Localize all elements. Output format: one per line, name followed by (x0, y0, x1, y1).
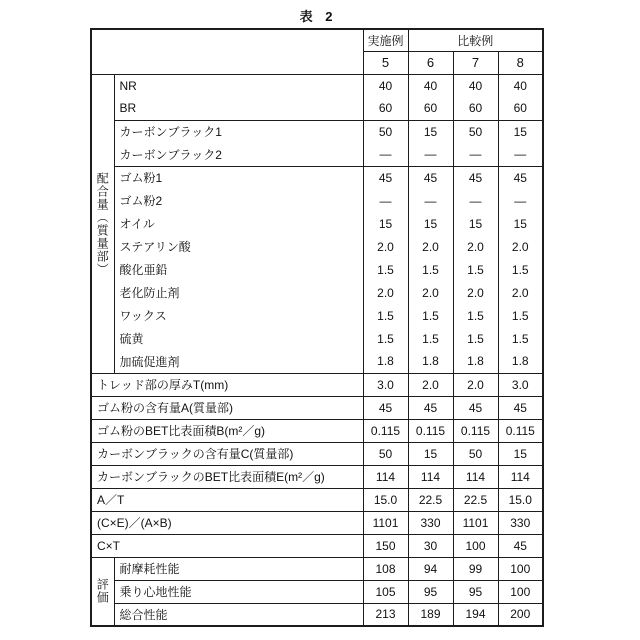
row-label: 老化防止剤 (114, 281, 363, 304)
value-cell: 50 (453, 120, 498, 143)
value-cell: 15 (453, 212, 498, 235)
row-label: ゴム粉2 (114, 189, 363, 212)
table-row (91, 189, 543, 212)
header-comparative-group: 比較例 (408, 29, 543, 51)
value-cell: 50 (453, 442, 498, 465)
value-cell: 100 (498, 557, 543, 580)
value-cell: 45 (498, 534, 543, 557)
value-cell: 40 (498, 74, 543, 97)
table-row (91, 534, 543, 557)
value-cell: — (408, 189, 453, 212)
value-cell: 114 (453, 465, 498, 488)
value-cell: 2.0 (453, 373, 498, 396)
row-label: ステアリン酸 (114, 235, 363, 258)
value-cell: 30 (408, 534, 453, 557)
value-cell: 15 (408, 442, 453, 465)
value-cell: 1.8 (453, 350, 498, 373)
value-cell: 1101 (363, 511, 408, 534)
value-cell: 114 (498, 465, 543, 488)
value-cell: 3.0 (498, 373, 543, 396)
table-row (91, 603, 543, 626)
value-cell: 3.0 (363, 373, 408, 396)
value-cell: 15 (498, 120, 543, 143)
table-row (91, 304, 543, 327)
value-cell: 99 (453, 557, 498, 580)
value-cell: 2.0 (408, 235, 453, 258)
value-cell: 2.0 (453, 235, 498, 258)
value-cell: 1.5 (408, 327, 453, 350)
value-cell: 0.115 (363, 419, 408, 442)
value-cell: 95 (453, 580, 498, 603)
row-label: カーボンブラックの含有量C(質量部) (91, 442, 363, 465)
value-cell: 2.0 (363, 235, 408, 258)
table-row (91, 396, 543, 419)
table-row (91, 488, 543, 511)
table-row (91, 97, 543, 120)
table-row (91, 350, 543, 373)
table-row (91, 143, 543, 166)
row-label: ゴム粉のBET比表面積B(m²／g) (91, 419, 363, 442)
value-cell: 22.5 (453, 488, 498, 511)
value-cell: 45 (498, 396, 543, 419)
row-label: カーボンブラック2 (114, 143, 363, 166)
value-cell: 45 (408, 396, 453, 419)
value-cell: 1.8 (363, 350, 408, 373)
row-label: ゴム粉1 (114, 166, 363, 189)
data-table (90, 28, 544, 627)
row-label: 酸化亜鉛 (114, 258, 363, 281)
value-cell: — (363, 143, 408, 166)
value-cell: 15 (498, 442, 543, 465)
value-cell: 1101 (453, 511, 498, 534)
value-cell: 0.115 (453, 419, 498, 442)
row-label: カーボンブラックのBET比表面積E(m²／g) (91, 465, 363, 488)
value-cell: 1.8 (408, 350, 453, 373)
table-row (91, 511, 543, 534)
row-label: 乗り心地性能 (114, 580, 363, 603)
row-label: C×T (91, 534, 363, 557)
value-cell: 60 (498, 97, 543, 120)
row-label: 加硫促進剤 (114, 350, 363, 373)
value-cell: 114 (408, 465, 453, 488)
table-row (91, 235, 543, 258)
value-cell: 1.5 (363, 327, 408, 350)
value-cell: 1.5 (498, 327, 543, 350)
value-cell: 330 (498, 511, 543, 534)
value-cell: 1.5 (498, 304, 543, 327)
value-cell: 40 (363, 74, 408, 97)
value-cell: 0.115 (498, 419, 543, 442)
value-cell: — (498, 189, 543, 212)
table-row (91, 327, 543, 350)
value-cell: 95 (408, 580, 453, 603)
value-cell: 1.5 (498, 258, 543, 281)
value-cell: — (408, 143, 453, 166)
value-cell: — (498, 143, 543, 166)
evaluation-label: 評価 (91, 557, 114, 626)
header-row-groups (91, 29, 543, 51)
value-cell: 22.5 (408, 488, 453, 511)
value-cell: 45 (408, 166, 453, 189)
row-label: 硫黄 (114, 327, 363, 350)
value-cell: 1.5 (408, 304, 453, 327)
table-row (91, 419, 543, 442)
value-cell: 15.0 (498, 488, 543, 511)
row-label: トレッド部の厚みT(mm) (91, 373, 363, 396)
row-label: (C×E)／(A×B) (91, 511, 363, 534)
value-cell: 100 (453, 534, 498, 557)
table-row (91, 580, 543, 603)
value-cell: 45 (498, 166, 543, 189)
header-col-8: 8 (498, 51, 543, 74)
value-cell: 2.0 (453, 281, 498, 304)
value-cell: 15 (408, 120, 453, 143)
row-label: 総合性能 (114, 603, 363, 626)
value-cell: — (453, 189, 498, 212)
compound-amount-label: 配合量（質量部） (91, 74, 114, 373)
value-cell: 0.115 (408, 419, 453, 442)
table-row (91, 281, 543, 304)
row-label: ワックス (114, 304, 363, 327)
value-cell: 40 (408, 74, 453, 97)
value-cell: 45 (453, 166, 498, 189)
header-example-group: 実施例 (363, 29, 408, 51)
header-col-6: 6 (408, 51, 453, 74)
value-cell: 213 (363, 603, 408, 626)
value-cell: 150 (363, 534, 408, 557)
value-cell: 108 (363, 557, 408, 580)
table-row (91, 557, 543, 580)
value-cell: 50 (363, 442, 408, 465)
value-cell: 60 (453, 97, 498, 120)
value-cell: — (363, 189, 408, 212)
table-title: 表 2 (299, 9, 334, 24)
value-cell: 40 (453, 74, 498, 97)
table-row (91, 74, 543, 97)
value-cell: 1.5 (453, 258, 498, 281)
value-cell: 1.5 (408, 258, 453, 281)
value-cell: 1.5 (363, 258, 408, 281)
row-label: カーボンブラック1 (114, 120, 363, 143)
table-row (91, 258, 543, 281)
value-cell: 50 (363, 120, 408, 143)
value-cell: 15 (408, 212, 453, 235)
value-cell: 15 (363, 212, 408, 235)
value-cell: 200 (498, 603, 543, 626)
value-cell: 15.0 (363, 488, 408, 511)
value-cell: 60 (363, 97, 408, 120)
value-cell: 2.0 (498, 235, 543, 258)
header-empty-cell (91, 29, 363, 74)
value-cell: 105 (363, 580, 408, 603)
value-cell: 2.0 (408, 281, 453, 304)
value-cell: 194 (453, 603, 498, 626)
table-row (91, 212, 543, 235)
value-cell: 15 (498, 212, 543, 235)
value-cell: 45 (363, 396, 408, 419)
value-cell: 1.5 (363, 304, 408, 327)
row-label: ゴム粉の含有量A(質量部) (91, 396, 363, 419)
value-cell: 330 (408, 511, 453, 534)
value-cell: 189 (408, 603, 453, 626)
value-cell: 100 (498, 580, 543, 603)
value-cell: 94 (408, 557, 453, 580)
row-label: BR (114, 97, 363, 120)
row-label: NR (114, 74, 363, 97)
row-label: 耐摩耗性能 (114, 557, 363, 580)
value-cell: 45 (363, 166, 408, 189)
value-cell: 45 (453, 396, 498, 419)
value-cell: 114 (363, 465, 408, 488)
table-row (91, 120, 543, 143)
value-cell: 2.0 (408, 373, 453, 396)
row-label: オイル (114, 212, 363, 235)
value-cell: 2.0 (498, 281, 543, 304)
value-cell: — (453, 143, 498, 166)
table-row (91, 373, 543, 396)
row-label: A／T (91, 488, 363, 511)
value-cell: 1.5 (453, 327, 498, 350)
table-row (91, 442, 543, 465)
header-col-7: 7 (453, 51, 498, 74)
value-cell: 60 (408, 97, 453, 120)
table-row (91, 166, 543, 189)
value-cell: 1.5 (453, 304, 498, 327)
table-row (91, 465, 543, 488)
value-cell: 1.8 (498, 350, 543, 373)
value-cell: 2.0 (363, 281, 408, 304)
header-col-5: 5 (363, 51, 408, 74)
